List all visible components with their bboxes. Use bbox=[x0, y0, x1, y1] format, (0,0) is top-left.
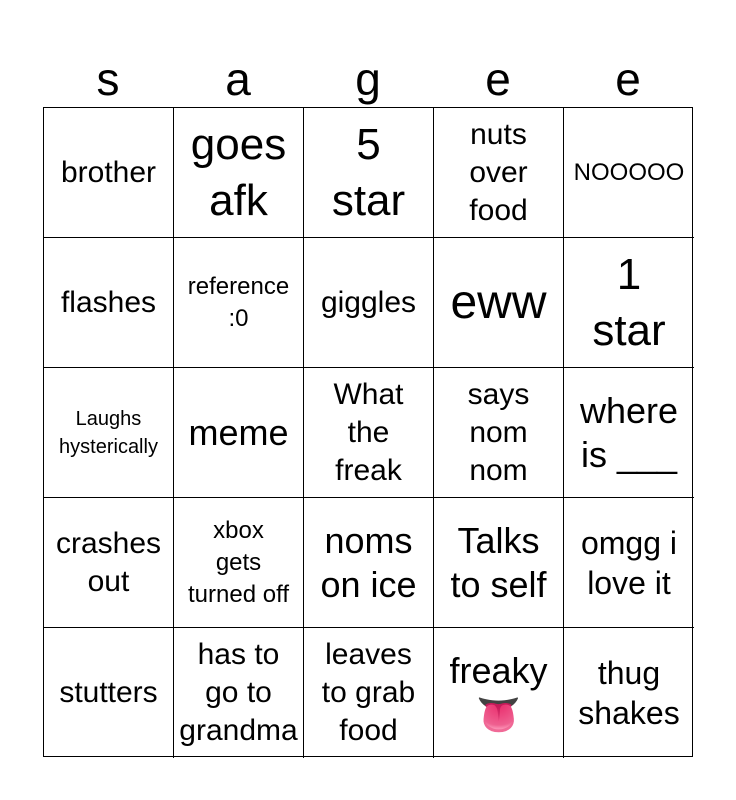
bingo-cell[interactable] bbox=[44, 238, 174, 368]
bingo-cell[interactable] bbox=[174, 108, 304, 238]
cell-label: brother bbox=[60, 155, 157, 189]
bingo-cell[interactable] bbox=[304, 238, 434, 368]
cell-label: crashes out bbox=[55, 526, 162, 598]
bingo-cell[interactable] bbox=[564, 368, 694, 498]
bingo-cell[interactable] bbox=[44, 628, 174, 758]
cell-label: reference :0 bbox=[187, 272, 290, 332]
bingo-cell[interactable] bbox=[174, 628, 304, 758]
cell-label: stutters bbox=[59, 676, 158, 709]
bingo-cell[interactable] bbox=[304, 368, 434, 498]
cell-label: What the freak bbox=[333, 377, 404, 487]
bingo-cell[interactable] bbox=[564, 628, 694, 758]
cell-label: flashes bbox=[60, 285, 157, 319]
bingo-cell[interactable] bbox=[304, 628, 434, 758]
cell-label: NOOOOO bbox=[573, 158, 685, 186]
header-letter: g bbox=[355, 53, 381, 105]
cell-label: meme bbox=[188, 411, 289, 453]
bingo-cell[interactable] bbox=[174, 368, 304, 498]
bingo-cell[interactable] bbox=[434, 368, 564, 498]
cell-label: leaves to grab food bbox=[321, 638, 416, 747]
bingo-cell[interactable] bbox=[564, 108, 694, 238]
cell-label: says nom nom bbox=[467, 377, 530, 487]
cell-label: omgg i love it bbox=[580, 524, 678, 601]
cell-label: goes afk bbox=[190, 119, 287, 225]
cell-label: giggles bbox=[320, 285, 417, 319]
bingo-cell[interactable] bbox=[304, 108, 434, 238]
cell-label: 1 star bbox=[592, 249, 666, 355]
cell-label: thug shakes bbox=[578, 655, 680, 731]
cell-label: Laughs hysterically bbox=[59, 407, 158, 458]
bingo-cell[interactable] bbox=[564, 238, 694, 368]
header-letter: e bbox=[485, 53, 511, 105]
bingo-cell[interactable] bbox=[434, 628, 564, 758]
cell-label: eww bbox=[450, 275, 547, 329]
cell-label: nuts over food bbox=[469, 117, 528, 227]
bingo-cell[interactable] bbox=[434, 238, 564, 368]
bingo-cell[interactable] bbox=[44, 108, 174, 238]
bingo-cell[interactable] bbox=[564, 498, 694, 628]
cell-label: xbox gets turned off bbox=[188, 516, 289, 608]
cell-label: 5 star bbox=[331, 119, 406, 225]
header-letter: a bbox=[225, 53, 251, 105]
bingo-cell[interactable] bbox=[44, 368, 174, 498]
cell-label: noms on ice bbox=[320, 519, 417, 605]
bingo-cell[interactable] bbox=[304, 498, 434, 628]
header-letter: e bbox=[615, 53, 641, 105]
bingo-cell[interactable] bbox=[434, 498, 564, 628]
cell-label: freaky 👅 bbox=[449, 650, 548, 735]
cell-label: where is ___ bbox=[579, 389, 679, 475]
cell-label: Talks to self bbox=[450, 519, 547, 605]
cell-label: has to go to grandma bbox=[179, 638, 298, 747]
bingo-card bbox=[43, 107, 693, 757]
bingo-cell[interactable] bbox=[174, 238, 304, 368]
bingo-header bbox=[43, 50, 693, 108]
bingo-cell[interactable] bbox=[174, 498, 304, 628]
header-letter: s bbox=[96, 53, 120, 105]
bingo-cell[interactable] bbox=[44, 498, 174, 628]
bingo-cell[interactable] bbox=[434, 108, 564, 238]
